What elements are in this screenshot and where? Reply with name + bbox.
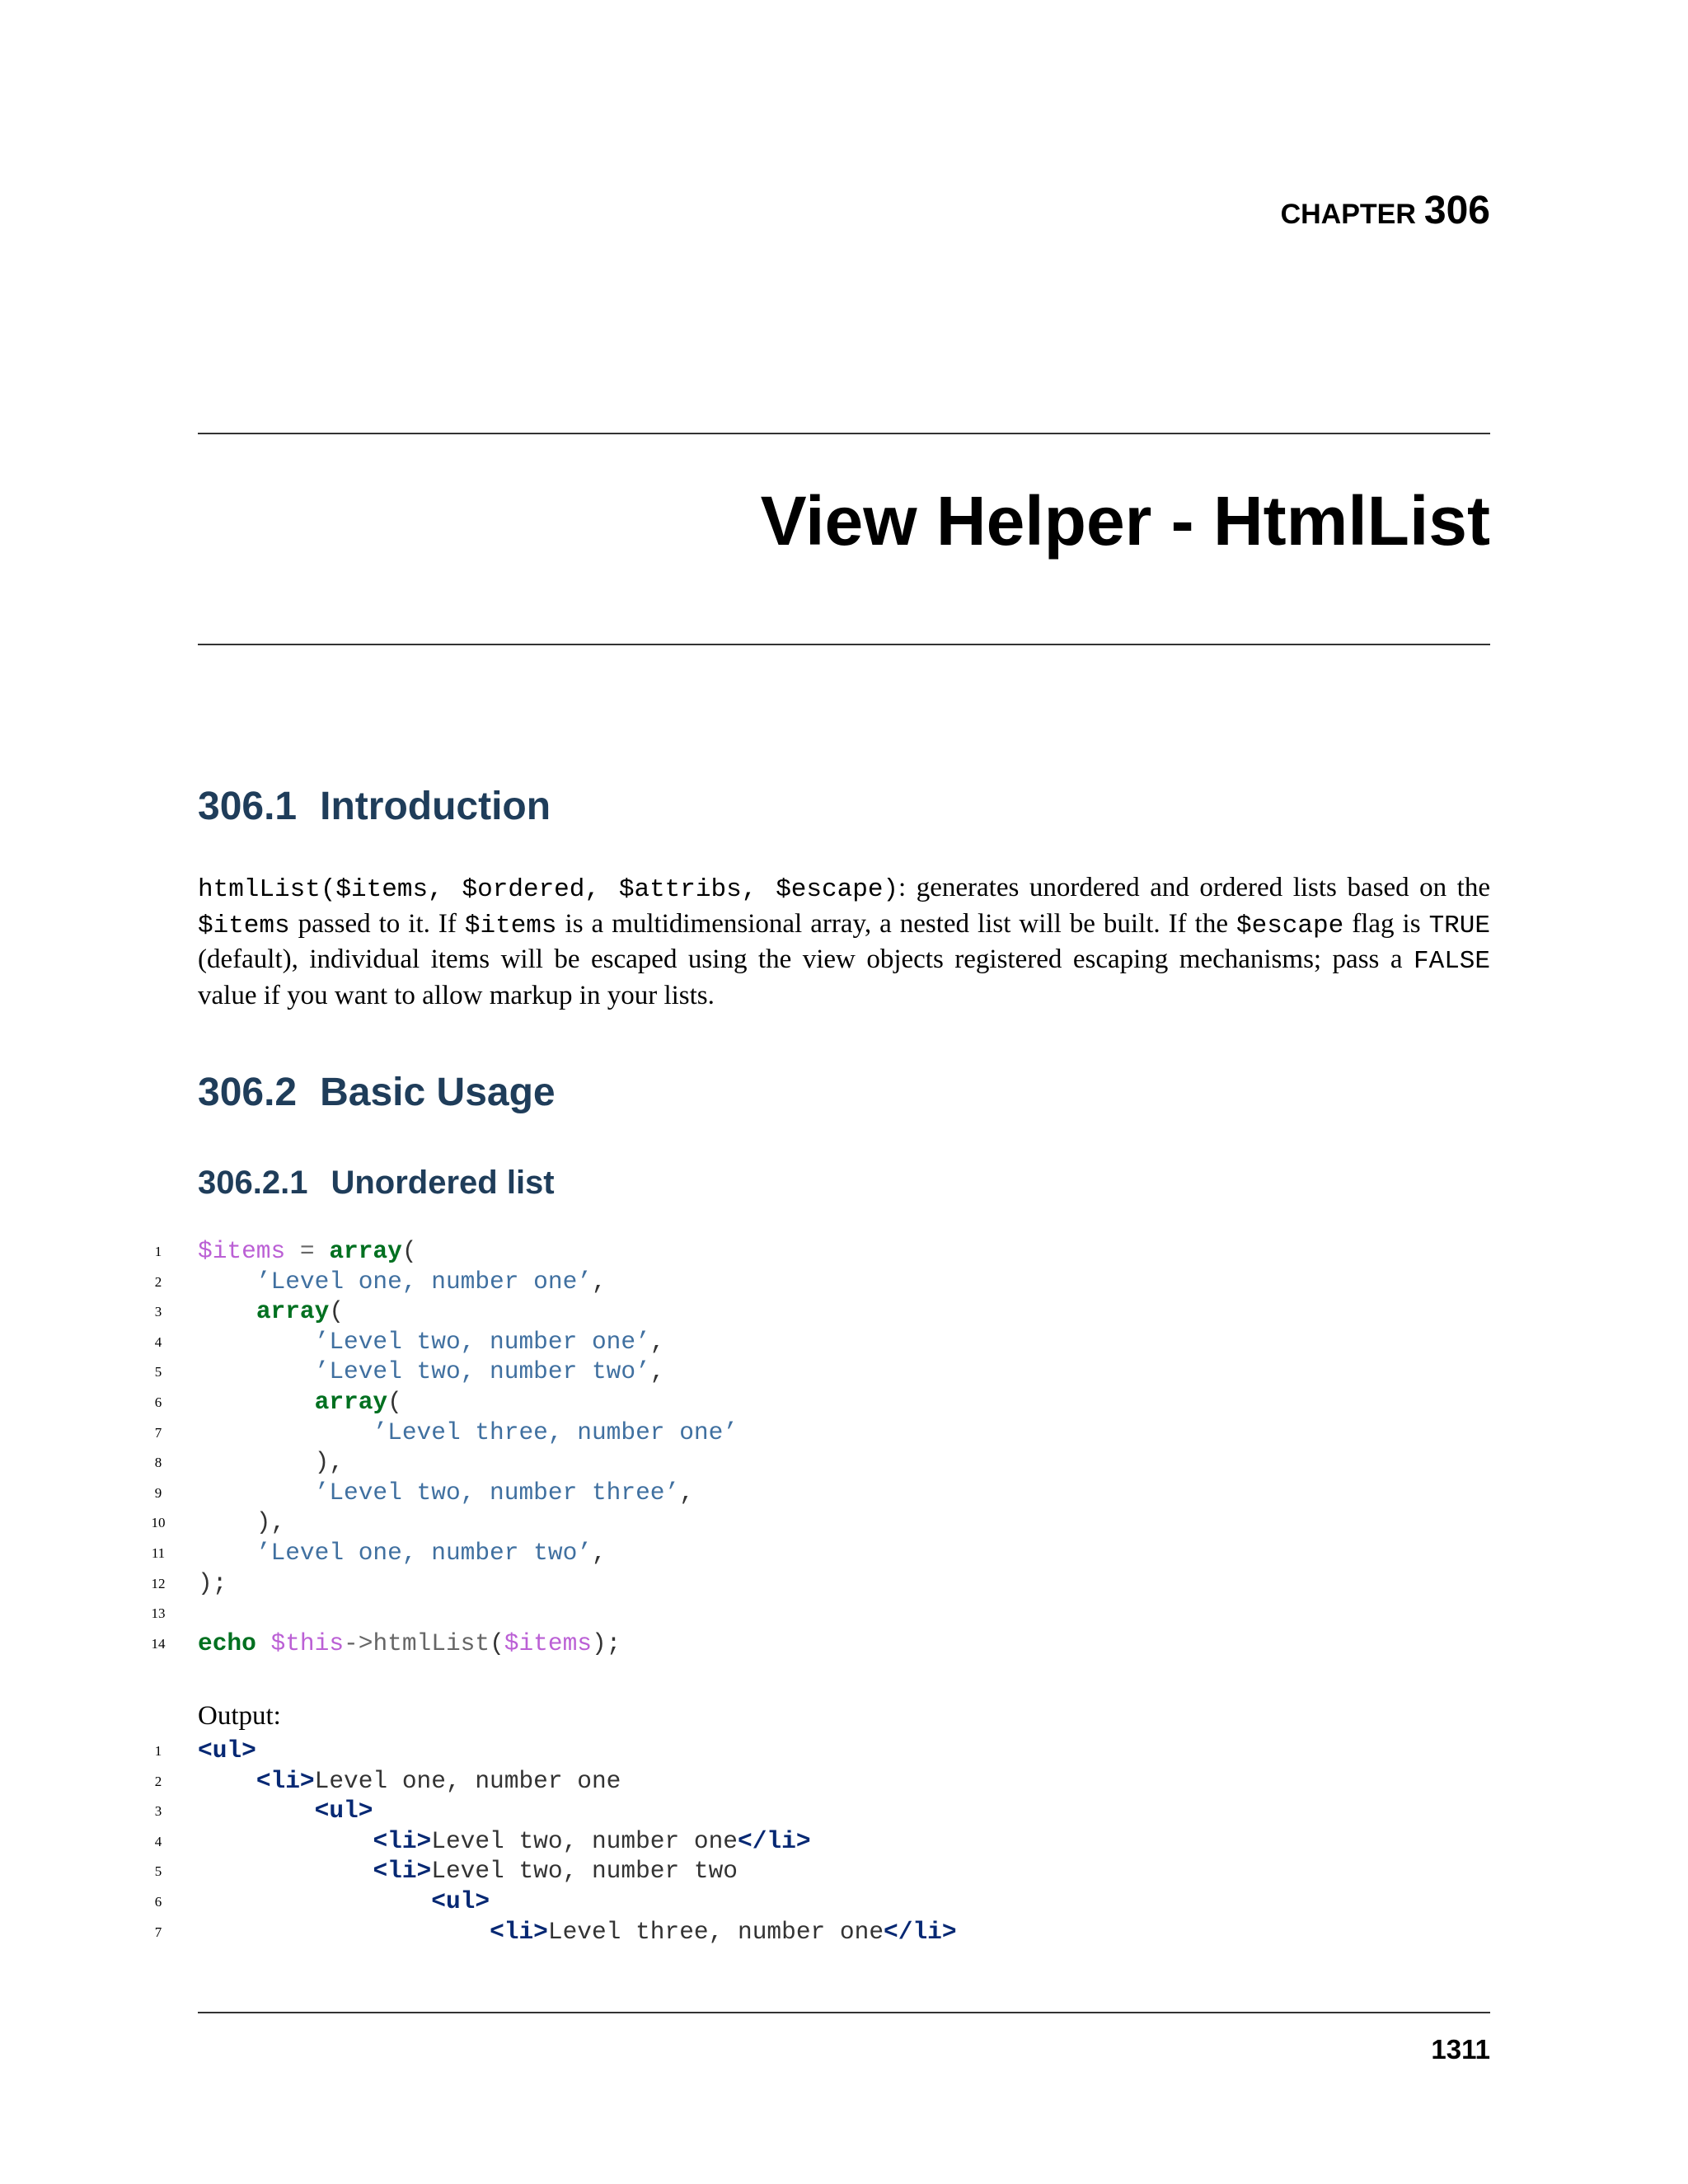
code-token: ), <box>198 1508 286 1537</box>
code-token: </li> <box>884 1917 957 1946</box>
code-token <box>198 1797 315 1825</box>
line-number: 6 <box>154 1893 162 1910</box>
code-token: <li> <box>256 1766 315 1795</box>
line-number: 3 <box>154 1803 162 1820</box>
code-token: ’Level one, number two’ <box>256 1538 592 1567</box>
code-token <box>198 1857 373 1885</box>
line-number: 8 <box>154 1455 162 1471</box>
line-number: 3 <box>154 1304 162 1320</box>
code-token: <li> <box>373 1857 432 1886</box>
subsection-heading-unordered-list <box>198 1166 555 1199</box>
code-token <box>198 1479 315 1507</box>
php-code-block <box>148 1236 1490 1658</box>
code-token: , <box>591 1538 607 1567</box>
code-token: Level two, number one <box>431 1826 738 1855</box>
code-line <box>148 1856 1490 1886</box>
code-text <box>198 1886 490 1917</box>
code-token: Level one, number one <box>314 1766 621 1795</box>
line-number: 1 <box>154 1244 162 1259</box>
code-token: ’Level two, number one’ <box>314 1327 650 1356</box>
code-token: echo <box>198 1629 256 1657</box>
code-token <box>198 1918 490 1946</box>
code-token <box>198 1767 256 1795</box>
line-number: 12 <box>151 1575 166 1591</box>
code-line <box>148 1387 1490 1418</box>
inline-code: $items <box>198 911 290 940</box>
code-line <box>148 1796 1490 1826</box>
code-line <box>148 1736 1490 1766</box>
code-text <box>198 1917 957 1947</box>
code-text <box>198 1327 665 1357</box>
output-label: Output: <box>198 1701 281 1731</box>
chapter-word: CHAPTER <box>1280 199 1416 230</box>
section-number: 306.1 <box>198 785 298 828</box>
code-text <box>198 1418 738 1448</box>
line-number: 9 <box>154 1484 162 1501</box>
code-text <box>198 1629 621 1659</box>
code-line <box>148 1267 1490 1297</box>
title-bottom-rule <box>198 644 1490 645</box>
line-number: 2 <box>154 1773 162 1789</box>
code-line <box>148 1296 1490 1327</box>
paragraph-text: value if you want to allow markup in your lists. <box>198 980 715 1010</box>
code-text <box>198 1766 621 1797</box>
line-number: 4 <box>154 1833 162 1849</box>
code-text <box>198 1296 344 1327</box>
code-token: ( <box>329 1297 345 1326</box>
code-token: <ul> <box>431 1886 490 1915</box>
paragraph-text: (default), individual items will be escaped using the view objects registered escaping mechanisms; pass a <box>198 944 1414 974</box>
inline-code: $items <box>464 911 557 940</box>
code-token: ’Level two, number two’ <box>314 1357 650 1386</box>
code-line <box>148 1447 1490 1478</box>
code-token: array <box>329 1237 402 1265</box>
code-token: htmlList <box>373 1629 490 1657</box>
section-title: Basic Usage <box>320 1071 556 1114</box>
code-line <box>148 1598 1490 1629</box>
code-text <box>198 1856 738 1886</box>
code-token: array <box>256 1297 330 1326</box>
code-token <box>198 1268 256 1296</box>
code-token: Level three, number one <box>547 1917 884 1946</box>
line-number: 1 <box>154 1743 162 1759</box>
code-token: ); <box>198 1568 227 1597</box>
code-text <box>198 1507 285 1538</box>
code-line <box>148 1886 1490 1917</box>
code-line <box>148 1357 1490 1387</box>
section-number: 306.2 <box>198 1071 298 1114</box>
title-top-rule <box>198 433 1490 434</box>
code-text <box>198 1796 373 1826</box>
code-token <box>198 1328 315 1356</box>
paragraph-text: is a multidimensional array, a nested list will be built. If the <box>556 908 1236 939</box>
code-token: -> <box>344 1629 373 1657</box>
code-token: array <box>314 1387 388 1416</box>
line-number: 7 <box>154 1924 162 1940</box>
inline-code: $escape <box>1236 911 1344 940</box>
code-token <box>198 1827 373 1855</box>
line-number: 11 <box>151 1544 166 1561</box>
code-token: ’Level two, number three’ <box>314 1478 680 1507</box>
code-token: , <box>649 1327 665 1356</box>
code-token: , <box>679 1478 694 1507</box>
code-line <box>148 1418 1490 1448</box>
code-line <box>148 1507 1490 1538</box>
section-heading-basic-usage <box>198 1073 556 1113</box>
code-line <box>148 1629 1490 1659</box>
code-token: $this <box>270 1629 345 1657</box>
code-token: <li> <box>373 1826 432 1855</box>
section-heading-introduction <box>198 787 551 827</box>
code-line <box>148 1568 1490 1599</box>
code-line <box>148 1917 1490 1947</box>
line-number: 7 <box>154 1424 162 1441</box>
code-token <box>256 1629 271 1657</box>
code-token: ); <box>591 1629 621 1657</box>
chapter-label <box>1281 191 1490 231</box>
chapter-number: 306 <box>1423 189 1490 232</box>
code-token: Level two, number two <box>431 1857 738 1886</box>
code-token: , <box>591 1267 607 1296</box>
code-line <box>148 1766 1490 1797</box>
line-number: 14 <box>151 1635 166 1652</box>
code-text <box>198 1236 417 1267</box>
subsection-title: Unordered list <box>331 1165 555 1201</box>
code-text <box>198 1826 811 1857</box>
code-token: ’Level three, number one’ <box>373 1418 738 1446</box>
code-text <box>198 1736 256 1766</box>
html-output-code-block <box>148 1736 1490 1947</box>
code-text <box>198 1447 344 1478</box>
code-token: <li> <box>490 1917 548 1946</box>
code-token: ), <box>198 1448 345 1477</box>
footer-rule <box>198 2012 1490 2013</box>
line-number: 10 <box>151 1515 166 1531</box>
code-token <box>198 1388 315 1416</box>
subsection-number: 306.2.1 <box>198 1165 308 1201</box>
code-token: ( <box>387 1387 402 1416</box>
code-token: ( <box>490 1629 504 1657</box>
page-number: 1311 <box>1431 2034 1490 2064</box>
code-line <box>148 1478 1490 1508</box>
code-text <box>198 1568 227 1599</box>
code-token: ’Level one, number one’ <box>256 1267 592 1296</box>
introduction-paragraph <box>198 871 1490 1012</box>
line-number: 13 <box>151 1605 166 1622</box>
code-token: </li> <box>738 1826 811 1855</box>
code-token: <ul> <box>314 1797 373 1825</box>
code-text <box>198 1538 607 1568</box>
code-line <box>148 1826 1490 1857</box>
inline-code: TRUE <box>1428 911 1490 940</box>
code-text <box>198 1478 694 1508</box>
code-line <box>148 1327 1490 1357</box>
page-title: View Helper - HtmlList <box>760 482 1490 560</box>
code-line <box>148 1236 1490 1267</box>
paragraph-text: passed to it. If <box>289 908 465 939</box>
code-token: ( <box>401 1237 417 1265</box>
code-text <box>198 1357 665 1387</box>
code-token <box>198 1887 431 1915</box>
line-number: 6 <box>154 1394 162 1410</box>
code-token: $items <box>504 1629 592 1657</box>
code-token: $items <box>198 1237 286 1265</box>
code-token: <ul> <box>198 1736 256 1765</box>
line-number: 2 <box>154 1273 162 1290</box>
line-number: 5 <box>154 1863 162 1880</box>
code-token <box>198 1539 256 1567</box>
code-line <box>148 1538 1490 1568</box>
code-text <box>198 1267 607 1297</box>
code-token <box>198 1297 256 1325</box>
paragraph-text: : generates unordered and ordered lists based on the <box>898 873 1490 902</box>
code-token: , <box>649 1357 665 1386</box>
code-token: = <box>285 1237 330 1265</box>
inline-code: htmlList($items, $ordered, $attribs, $escape) <box>198 875 899 904</box>
line-number: 4 <box>154 1333 162 1350</box>
code-token <box>198 1418 373 1446</box>
code-token <box>198 1357 315 1385</box>
paragraph-text: flag is <box>1343 908 1429 939</box>
inline-code: FALSE <box>1413 947 1490 976</box>
line-number: 5 <box>154 1364 162 1380</box>
section-title: Introduction <box>320 785 551 828</box>
code-text <box>198 1387 402 1418</box>
